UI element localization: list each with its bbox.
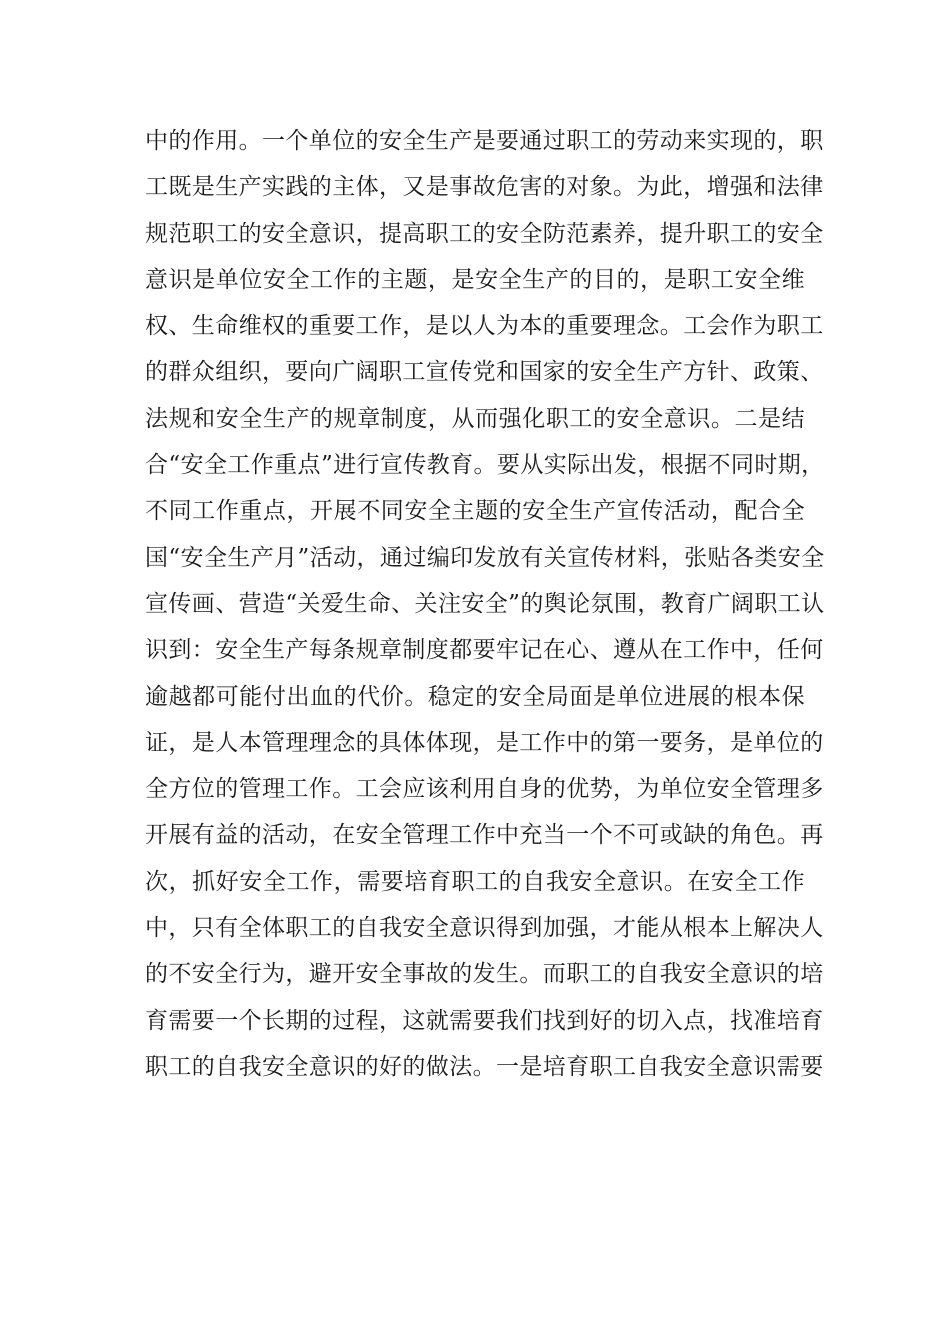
text-line: 不同工作重点，开展不同安全主题的安全生产宣传活动，配合全	[145, 498, 805, 525]
text-line: 证，是人本管理理念的具体体现，是工作中的第一要务，是单位的	[145, 729, 824, 756]
text-line: 的不安全行为，避开安全事故的发生。而职工的自我安全意识的培	[145, 961, 824, 988]
text-line: 工既是生产实践的主体，又是事故危害的对象。为此，增强和法律	[145, 174, 824, 201]
text-line: 次，抓好安全工作，需要培育职工的自我安全意识。在安全工作	[145, 868, 805, 895]
text-line: 逾越都可能付出血的代价。稳定的安全局面是单位进展的根本保	[145, 683, 805, 710]
text-line: 识到：安全生产每条规章制度都要牢记在心、遵从在工作中，任何	[145, 637, 824, 664]
text-line: 的群众组织，要向广阔职工宣传党和国家的安全生产方针、政策、	[145, 359, 824, 386]
text-line: 育需要一个长期的过程，这就需要我们找到好的切入点，找准培育	[145, 1007, 824, 1034]
text-line: 合“安全工作重点”进行宣传教育。要从实际出发，根据不同时期，	[145, 452, 825, 479]
text-line: 职工的自我安全意识的好的做法。一是培育职工自我安全意识需要	[145, 1053, 824, 1080]
text-line: 中，只有全体职工的自我安全意识得到加强，才能从根本上解决人	[145, 915, 824, 942]
text-line: 权、生命维权的重要工作，是以人为本的重要理念。工会作为职工	[145, 313, 824, 340]
text-line: 法规和安全生产的规章制度，从而强化职工的安全意识。二是结	[145, 405, 805, 432]
text-line: 意识是单位安全工作的主题，是安全生产的目的，是职工安全维	[145, 266, 805, 293]
text-line: 宣传画、营造“关爱生命、关注安全”的舆论氛围，教育广阔职工认	[145, 590, 825, 617]
text-line: 中的作用。一个单位的安全生产是要通过职工的劳动来实现的，职	[145, 128, 824, 154]
body-text	[145, 118, 825, 1090]
text-line: 全方位的管理工作。工会应该利用自身的优势，为单位安全管理多	[145, 776, 824, 803]
text-line: 国“安全生产月”活动，通过编印发放有关宣传材料，张贴各类安全	[145, 544, 825, 571]
text-line: 开展有益的活动，在安全管理工作中充当一个不可或缺的角色。再	[145, 822, 824, 849]
text-line: 规范职工的安全意识，提高职工的安全防范素养，提升职工的安全	[145, 220, 824, 247]
